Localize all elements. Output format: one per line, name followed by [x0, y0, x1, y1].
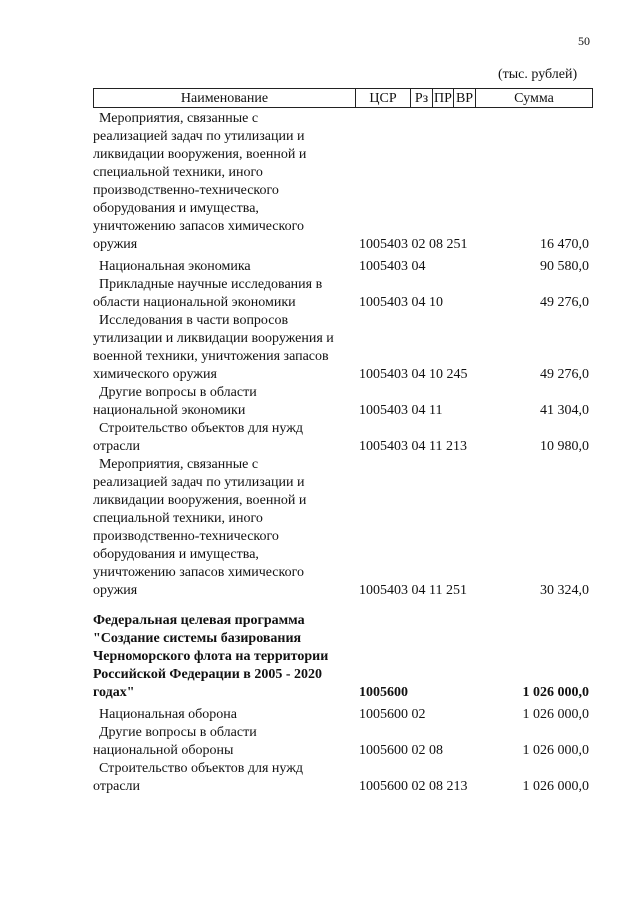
header-name: Наименование — [94, 89, 356, 107]
row-name-line: уничтожению запасов химического — [93, 219, 304, 234]
table-row — [93, 258, 593, 276]
row-name-line: реализацией задач по утилизации и — [93, 475, 305, 490]
row-code: 1005600 — [359, 685, 408, 700]
row-name-line: оборудования и имущества, — [93, 547, 259, 562]
row-name-line: Другие вопросы в области — [99, 725, 257, 740]
row-name-line: Строительство объектов для нужд — [99, 421, 304, 436]
row-amount: 1 026 000,0 — [522, 743, 589, 758]
row-name-line: военной техники, уничтожения запасов — [93, 349, 329, 364]
row-name-line: оборудования и имущества, — [93, 201, 259, 216]
row-amount: 1 026 000,0 — [522, 707, 589, 722]
row-name-line: Мероприятия, связанные с — [99, 111, 259, 126]
row-amount: 10 980,0 — [540, 439, 589, 454]
row-name-line: Прикладные научные исследования в — [99, 277, 323, 292]
row-name-line: отрасли — [93, 779, 141, 794]
row-name — [93, 724, 355, 760]
table-body — [93, 110, 593, 796]
row-name-line: национальной экономики — [93, 403, 246, 418]
table-row — [93, 110, 593, 254]
table-row — [93, 420, 593, 456]
row-name-line: ликвидации вооружения, военной и — [93, 147, 307, 162]
header-csr: ЦСР — [356, 89, 411, 107]
row-name-line: отрасли — [93, 439, 141, 454]
row-name-line: производственно-технического — [93, 183, 279, 198]
row-name-line: Строительство объектов для нужд — [99, 761, 304, 776]
table-row — [93, 384, 593, 420]
row-code: 1005403 04 10 245 — [359, 367, 468, 382]
row-name — [93, 760, 355, 796]
table-row — [93, 706, 593, 724]
row-name-line: ликвидации вооружения, военной и — [93, 493, 307, 508]
row-code: 1005403 04 — [359, 259, 426, 274]
row-code: 1005403 04 11 251 — [359, 583, 467, 598]
row-name-line: Черноморского флота на территории — [93, 649, 329, 664]
row-name-line: Мероприятия, связанные с — [99, 457, 259, 472]
table-row — [93, 276, 593, 312]
row-name — [93, 110, 355, 254]
row-name — [93, 258, 355, 276]
row-amount: 16 470,0 — [540, 237, 589, 252]
row-amount: 30 324,0 — [540, 583, 589, 598]
row-amount: 49 276,0 — [540, 295, 589, 310]
row-amount: 41 304,0 — [540, 403, 589, 418]
row-amount: 90 580,0 — [540, 259, 589, 274]
row-code: 1005600 02 08 — [359, 743, 443, 758]
row-name-line: Исследования в части вопросов — [99, 313, 289, 328]
row-name — [93, 456, 355, 600]
row-name-line: уничтожению запасов химического — [93, 565, 304, 580]
table-row — [93, 760, 593, 796]
row-code: 1005403 04 10 — [359, 295, 443, 310]
table-header — [93, 88, 593, 108]
header-vr: ВР — [454, 89, 476, 107]
row-code: 1005600 02 08 213 — [359, 779, 468, 794]
row-name-line: специальной техники, иного — [93, 165, 263, 180]
row-name-line: Национальная экономика — [99, 259, 251, 274]
table-row — [93, 312, 593, 384]
row-name-line: оружия — [93, 237, 138, 252]
row-amount: 1 026 000,0 — [522, 779, 589, 794]
row-name-line: Федеральная целевая программа — [93, 613, 305, 628]
row-name-line: национальной обороны — [93, 743, 234, 758]
header-rz: Рз — [411, 89, 433, 107]
row-name-line: Российской Федерации в 2005 - 2020 — [93, 667, 322, 682]
table-row — [93, 456, 593, 600]
page-number: 50 — [578, 34, 590, 48]
row-name-line: химического оружия — [93, 367, 217, 382]
row-name-line: реализацией задач по утилизации и — [93, 129, 305, 144]
row-code: 1005403 04 11 — [359, 403, 443, 418]
row-name — [93, 384, 355, 420]
units-label: (тыс. рублей) — [498, 67, 578, 82]
table-row — [93, 612, 593, 702]
row-name-line: оружия — [93, 583, 138, 598]
row-amount: 49 276,0 — [540, 367, 589, 382]
row-name-line: "Создание системы базирования — [93, 631, 302, 646]
row-name — [93, 612, 355, 702]
row-name-line: специальной техники, иного — [93, 511, 263, 526]
row-name-line: Национальная оборона — [99, 707, 237, 722]
row-code: 1005403 04 11 213 — [359, 439, 467, 454]
row-name-line: производственно-технического — [93, 529, 279, 544]
row-code: 1005403 02 08 251 — [359, 237, 468, 252]
table-row — [93, 724, 593, 760]
row-name-line: утилизации и ликвидации вооружения и — [93, 331, 334, 346]
row-code: 1005600 02 — [359, 707, 426, 722]
row-name — [93, 276, 355, 312]
row-name — [93, 312, 355, 384]
row-amount: 1 026 000,0 — [522, 685, 589, 700]
row-name-line: Другие вопросы в области — [99, 385, 257, 400]
row-name-line: годах" — [93, 685, 135, 700]
row-name — [93, 706, 355, 724]
header-sum: Сумма — [514, 91, 554, 106]
row-name — [93, 420, 355, 456]
row-name-line: области национальной экономики — [93, 295, 296, 310]
header-pr: ПР — [433, 89, 454, 107]
